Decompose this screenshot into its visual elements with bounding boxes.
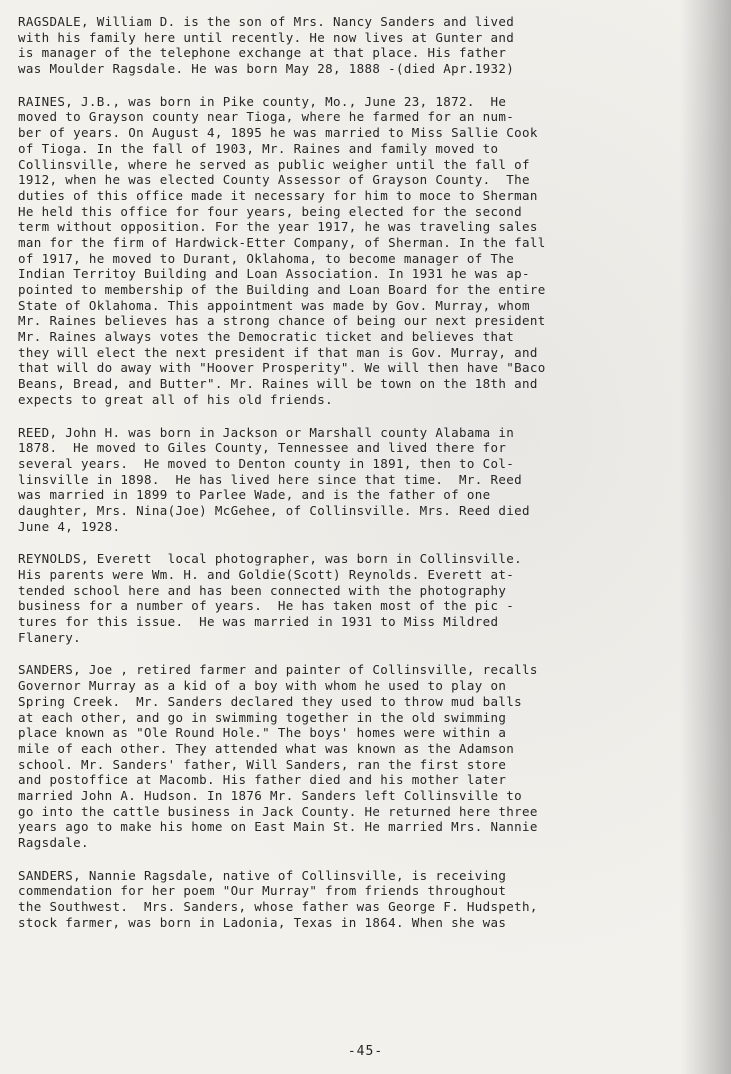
text-line: commendation for her poem "Our Murray" from friends throughout xyxy=(18,883,507,899)
text-line: SANDERS, Nannie Ragsdale, native of Collinsville, is receiving xyxy=(18,867,507,883)
text-line: with his family here until recently. He now lives at Gunter and xyxy=(18,29,515,45)
text-line: expects to great all of his old friends. xyxy=(18,391,334,407)
text-line: REYNOLDS, Everett local photographer, was born in Collinsville. xyxy=(18,551,523,567)
text-line: of 1917, he moved to Durant, Oklahoma, to become manager of The xyxy=(18,250,515,266)
text-line: SANDERS, Joe , retired farmer and painter of Collinsville, recalls xyxy=(18,662,538,678)
text-line: June 4, 1928. xyxy=(18,518,121,534)
text-line: Spring Creek. Mr. Sanders declared they used to throw mud balls xyxy=(18,693,523,709)
entry-sanders-joe xyxy=(18,662,726,850)
document-page xyxy=(18,14,726,947)
text-line: REED, John H. was born in Jackson or Marshall county Alabama in xyxy=(18,424,515,440)
text-line: tures for this issue. He was married in 1931 to Miss Mildred xyxy=(18,614,499,630)
text-line: is manager of the telephone exchange at that place. His father xyxy=(18,45,507,61)
text-line: of Tioga. In the fall of 1903, Mr. Raines and family moved to xyxy=(18,140,499,156)
text-line: years ago to make his home on East Main St. He married Mrs. Nannie xyxy=(18,819,538,835)
text-line: daughter, Mrs. Nina(Joe) McGehee, of Collinsville. Mrs. Reed died xyxy=(18,502,530,518)
text-line: and postoffice at Macomb. His father died and his mother later xyxy=(18,772,507,788)
entry-ragsdale xyxy=(18,14,726,77)
text-line: 1912, when he was elected County Assessor of Grayson County. The xyxy=(18,172,530,188)
text-line: several years. He moved to Denton county in 1891, then to Col- xyxy=(18,455,515,471)
text-line: they will elect the next president if that man is Gov. Murray, and xyxy=(18,344,538,360)
text-line: was married in 1899 to Parlee Wade, and is the father of one xyxy=(18,487,491,503)
text-line: mile of each other. They attended what was known as the Adamson xyxy=(18,740,515,756)
entry-reynolds xyxy=(18,551,726,645)
text-line: Beans, Bread, and Butter". Mr. Raines will be town on the 18th and xyxy=(18,376,538,392)
text-line: ber of years. On August 4, 1895 he was married to Miss Sallie Cook xyxy=(18,125,538,141)
text-line: linsville in 1898. He has lived here since that time. Mr. Reed xyxy=(18,471,523,487)
text-line: RAGSDALE, William D. is the son of Mrs. Nancy Sanders and lived xyxy=(18,14,515,29)
text-line: Mr. Raines always votes the Democratic ticket and believes that xyxy=(18,329,515,345)
text-line: His parents were Wm. H. and Goldie(Scott) Reynolds. Everett at- xyxy=(18,567,515,582)
text-line: Collinsville, where he served as public weigher until the fall of xyxy=(18,156,530,172)
text-line: 1878. He moved to Giles County, Tennessee and lived there for xyxy=(18,440,507,456)
page-number: -45- xyxy=(347,1044,384,1059)
text-line: tended school here and has been connected with the photography xyxy=(18,582,507,598)
text-line: the Southwest. Mrs. Sanders, whose father was George F. Hudspeth, xyxy=(18,899,538,915)
text-line: place known as "Ole Round Hole." The boys' homes were within a xyxy=(18,725,507,741)
text-line: stock farmer, was born in Ladonia, Texas in 1864. When she was xyxy=(18,914,507,930)
text-line: RAINES, J.B., was born in Pike county, Mo., June 23, 1872. He xyxy=(18,93,507,109)
text-line: Indian Territoy Building and Loan Association. In 1931 he was ap- xyxy=(18,266,530,282)
text-line: business for a number of years. He has taken most of the pic - xyxy=(18,598,515,614)
entry-sanders-nannie xyxy=(18,868,726,931)
text-line: Ragsdale. xyxy=(18,835,89,850)
text-line: Mr. Raines believes has a strong chance of being our next president xyxy=(18,313,546,329)
text-line: term without opposition. For the year 1917, he was traveling sales xyxy=(18,219,538,235)
text-line: married John A. Hudson. In 1876 Mr. Sanders left Collinsville to xyxy=(18,787,523,803)
entry-raines xyxy=(18,94,726,408)
text-line: Flanery. xyxy=(18,629,82,645)
text-line: go into the cattle business in Jack County. He returned here three xyxy=(18,803,538,819)
text-line: He held this office for four years, being elected for the second xyxy=(18,203,523,219)
entry-reed xyxy=(18,425,726,535)
text-line: was Moulder Ragsdale. He was born May 28, 1888 -(died Apr.1932) xyxy=(18,61,515,77)
text-line: duties of this office made it necessary for him to moce to Sherman xyxy=(18,187,538,203)
text-line: State of Oklahoma. This appointment was made by Gov. Murray, whom xyxy=(18,297,530,313)
text-line: man for the firm of Hardwick-Etter Company, of Sherman. In the fall xyxy=(18,234,546,250)
text-line: moved to Grayson county near Tioga, where he farmed for an num- xyxy=(18,109,515,125)
text-line: pointed to membership of the Building and Loan Board for the entire xyxy=(18,282,546,297)
text-line: Governor Murray as a kid of a boy with whom he used to play on xyxy=(18,678,507,694)
text-line: at each other, and go in swimming together in the old swimming xyxy=(18,709,507,725)
text-line: that will do away with "Hoover Prosperity". We will then have "Baco xyxy=(18,360,546,376)
text-line: school. Mr. Sanders' father, Will Sanders, ran the first store xyxy=(18,756,507,772)
